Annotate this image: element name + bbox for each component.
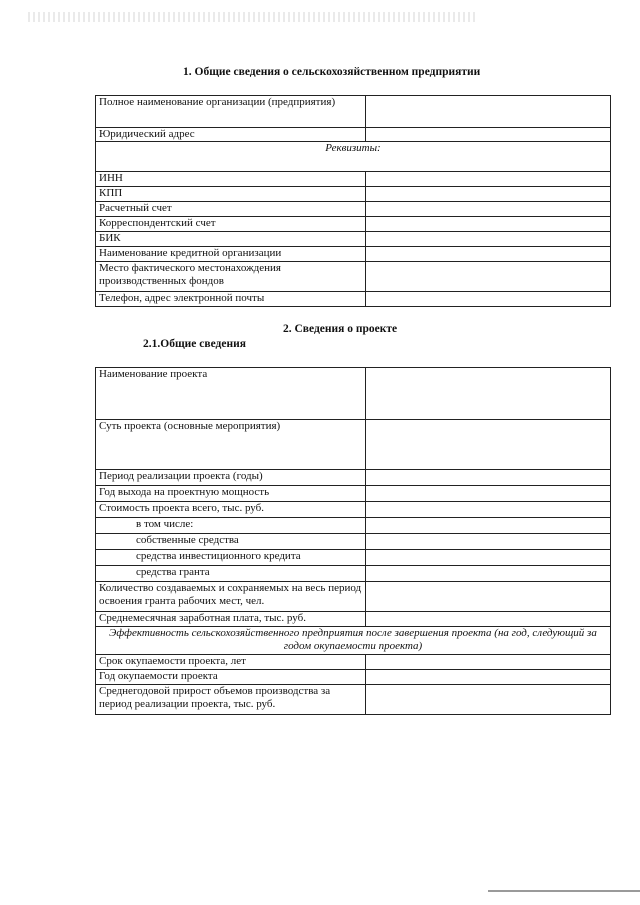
value-field[interactable] xyxy=(366,612,611,627)
row-label: Юридический адрес xyxy=(96,128,366,142)
table-row xyxy=(96,232,611,247)
row-label: Телефон, адрес электронной почты xyxy=(96,292,366,307)
value-field[interactable] xyxy=(366,685,611,715)
row-label: Период реализации проекта (годы) xyxy=(96,470,366,486)
table-row xyxy=(96,566,611,582)
row-label: Количество создаваемых и сохраняемых на весь период освоения гранта рабочих мест, чел. xyxy=(96,582,366,612)
table-row xyxy=(96,202,611,217)
row-label: Расчетный счет xyxy=(96,202,366,217)
scan-artifact xyxy=(28,12,478,22)
row-label: Корреспондентский счет xyxy=(96,217,366,232)
value-field[interactable] xyxy=(366,128,611,142)
table-row xyxy=(96,172,611,187)
value-field[interactable] xyxy=(366,217,611,232)
table-row xyxy=(96,670,611,685)
table-row xyxy=(96,470,611,486)
table-row xyxy=(96,187,611,202)
requisites-header: Реквизиты: xyxy=(96,142,611,172)
table-row xyxy=(96,655,611,670)
row-label: Наименование проекта xyxy=(96,368,366,420)
row-label: БИК xyxy=(96,232,366,247)
table-row xyxy=(96,262,611,292)
table-row xyxy=(96,142,611,172)
table-row xyxy=(96,217,611,232)
table-row xyxy=(96,518,611,534)
table-row xyxy=(96,247,611,262)
value-field[interactable] xyxy=(366,670,611,685)
value-field[interactable] xyxy=(366,262,611,292)
value-field[interactable] xyxy=(366,470,611,486)
section2-title: 2. Сведения о проекте xyxy=(283,323,398,335)
section1-title: 1. Общие сведения о сельскохозяйственном предприятии xyxy=(183,66,481,78)
table-row xyxy=(96,612,611,627)
row-label: Полное наименование организации (предприятия) xyxy=(96,96,366,128)
row-label: в том числе: xyxy=(96,518,366,534)
value-field[interactable] xyxy=(366,368,611,420)
value-field[interactable] xyxy=(366,292,611,307)
table-row xyxy=(96,582,611,612)
value-field[interactable] xyxy=(366,420,611,470)
row-label: Место фактического местонахождения производственных фондов xyxy=(96,262,366,292)
value-field[interactable] xyxy=(366,187,611,202)
table-row xyxy=(96,292,611,307)
table-row xyxy=(96,368,611,420)
value-field[interactable] xyxy=(366,232,611,247)
section2-subtitle: 2.1.Общие сведения xyxy=(143,338,246,350)
scan-artifact xyxy=(488,890,640,892)
value-field[interactable] xyxy=(366,486,611,502)
value-field[interactable] xyxy=(366,518,611,534)
row-label: Год окупаемости проекта xyxy=(96,670,366,685)
value-field[interactable] xyxy=(366,534,611,550)
row-label: средства инвестиционного кредита xyxy=(96,550,366,566)
project-info-table xyxy=(95,367,611,715)
table-row xyxy=(96,420,611,470)
row-label: Среднемесячная заработная плата, тыс. руб. xyxy=(96,612,366,627)
organization-info-table xyxy=(95,95,611,307)
table-row xyxy=(96,128,611,142)
value-field[interactable] xyxy=(366,655,611,670)
row-label: Срок окупаемости проекта, лет xyxy=(96,655,366,670)
value-field[interactable] xyxy=(366,202,611,217)
table-row xyxy=(96,486,611,502)
value-field[interactable] xyxy=(366,172,611,187)
row-label: Среднегодовой прирост объемов производства за период реализации проекта, тыс. руб. xyxy=(96,685,366,715)
value-field[interactable] xyxy=(366,96,611,128)
value-field[interactable] xyxy=(366,550,611,566)
row-label: средства гранта xyxy=(96,566,366,582)
table-row xyxy=(96,627,611,655)
efficiency-header: Эффективность сельскохозяйственного предприятия после завершения проекта (на год, следующий за годом окупаемости проекта) xyxy=(96,627,611,655)
row-label: Наименование кредитной организации xyxy=(96,247,366,262)
row-label: КПП xyxy=(96,187,366,202)
value-field[interactable] xyxy=(366,566,611,582)
row-label: Год выхода на проектную мощность xyxy=(96,486,366,502)
value-field[interactable] xyxy=(366,247,611,262)
row-label: Суть проекта (основные мероприятия) xyxy=(96,420,366,470)
table-row xyxy=(96,534,611,550)
table-row xyxy=(96,502,611,518)
table-row xyxy=(96,96,611,128)
row-label: Стоимость проекта всего, тыс. руб. xyxy=(96,502,366,518)
row-label: ИНН xyxy=(96,172,366,187)
table-row xyxy=(96,550,611,566)
value-field[interactable] xyxy=(366,502,611,518)
row-label: собственные средства xyxy=(96,534,366,550)
table-row xyxy=(96,685,611,715)
value-field[interactable] xyxy=(366,582,611,612)
